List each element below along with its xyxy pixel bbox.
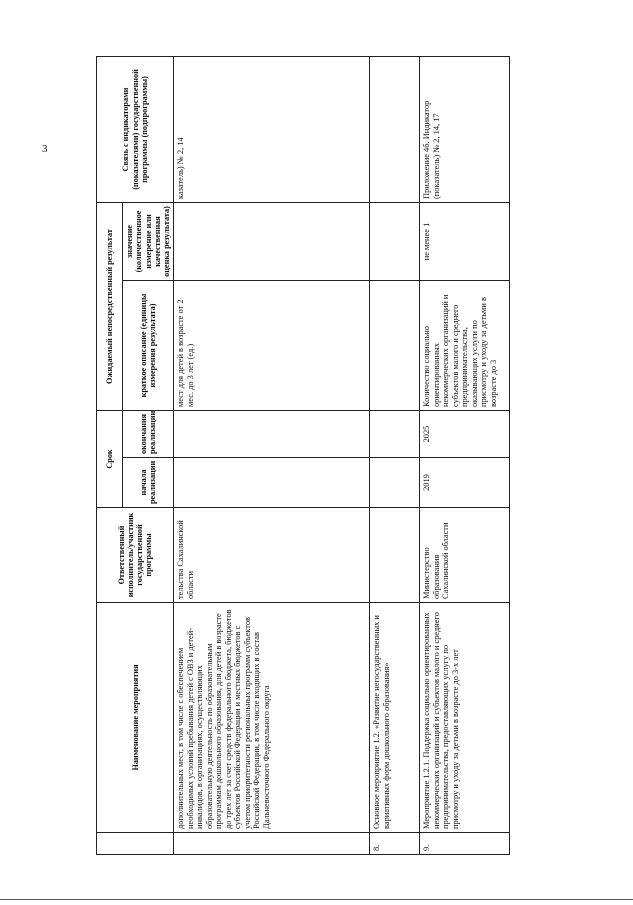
- row-number: [174, 833, 370, 855]
- term-start: [174, 458, 370, 508]
- header-name: Наименование мероприятия: [97, 603, 174, 833]
- header-term-end: окончания реализации: [123, 411, 174, 458]
- header-expected-result: Ожидаемый непосредственный результат: [97, 202, 123, 410]
- result-value: [370, 202, 420, 280]
- responsible-executor: тельства Сахалинской области: [174, 508, 370, 603]
- measure-name: дополнительных мест, в том числе с обеспечением необходимых условий пребывания детей с ОВЗ и детей-инвалидов, в организациях, осуществляющих образовательную деятельность по образовательным программам дошкольного образования, для детей в возрасте до трех лет за счет средств федерального бюджета, бюджетов субъектов Российской Федерации и местных бюджетов с учетом приоритетности региональных программ субъектов Российской Федерации, в том числе входящих в состав Дальневосточного Федерального округа: [174, 603, 370, 833]
- result-description: [370, 281, 420, 411]
- responsible-executor: Министерство образования Сахалинской области: [420, 508, 510, 603]
- indicator-link: Приложение 4б. Индикатор (показатель) № 2, 14, 17: [420, 56, 510, 202]
- indicator-link: [370, 56, 420, 202]
- term-end: 2025: [420, 411, 510, 458]
- page-number: 3: [42, 143, 48, 155]
- measure-name: Мероприятие 1.2.1. Поддержка социально ориентированных некоммерческих организаций и субъектов малого и среднего предпринимательства, предоставляющих услугу по присмотру и уходу за детьми в возрасте до 3-х лет: [420, 603, 510, 833]
- result-description: мест для детей в возрасте от 2 мес. до 3 лет (ед.): [174, 281, 370, 411]
- term-end: [174, 411, 370, 458]
- header-term-start: начала реализации: [123, 458, 174, 508]
- row-number: 9.: [420, 833, 510, 855]
- responsible-executor: [370, 508, 420, 603]
- rotated-table-wrapper: [96, 57, 510, 855]
- result-value: не менее 1: [420, 202, 510, 280]
- table-row: [370, 56, 420, 854]
- measures-table: [96, 56, 510, 855]
- indicator-link: казатель) № 2, 14: [174, 56, 370, 202]
- term-start: 2019: [420, 458, 510, 508]
- result-description: Количество социально ориентированных некоммерческих организаций и субъектов малого и среднего предпринимательства, оказывающих услуги по присмотру и уходу за детьми в возрасте до 3: [420, 281, 510, 411]
- measure-name: Основное мероприятие 1.2. «Развитие негосударственных и вариативных форм дошкольного образования»: [370, 603, 420, 833]
- table-row: [420, 56, 510, 854]
- header-number: [97, 833, 174, 855]
- header-responsible: Ответственный исполнитель/участник государственной программы: [97, 508, 174, 603]
- header-result-description: краткое описание (единицы измерения результата): [123, 281, 174, 411]
- term-start: [370, 458, 420, 508]
- result-value: [174, 202, 370, 280]
- header-term: Срок: [97, 411, 123, 508]
- bottom-rule: [0, 899, 633, 900]
- term-end: [370, 411, 420, 458]
- row-number: 8.: [370, 833, 420, 855]
- header-indicator-link: Связь с индикаторами (показателями) государственной программы (подпрограммы): [97, 56, 174, 202]
- table-row: [174, 56, 370, 854]
- header-result-value: значение (количественное измерение или качественная оценка результата): [123, 202, 174, 280]
